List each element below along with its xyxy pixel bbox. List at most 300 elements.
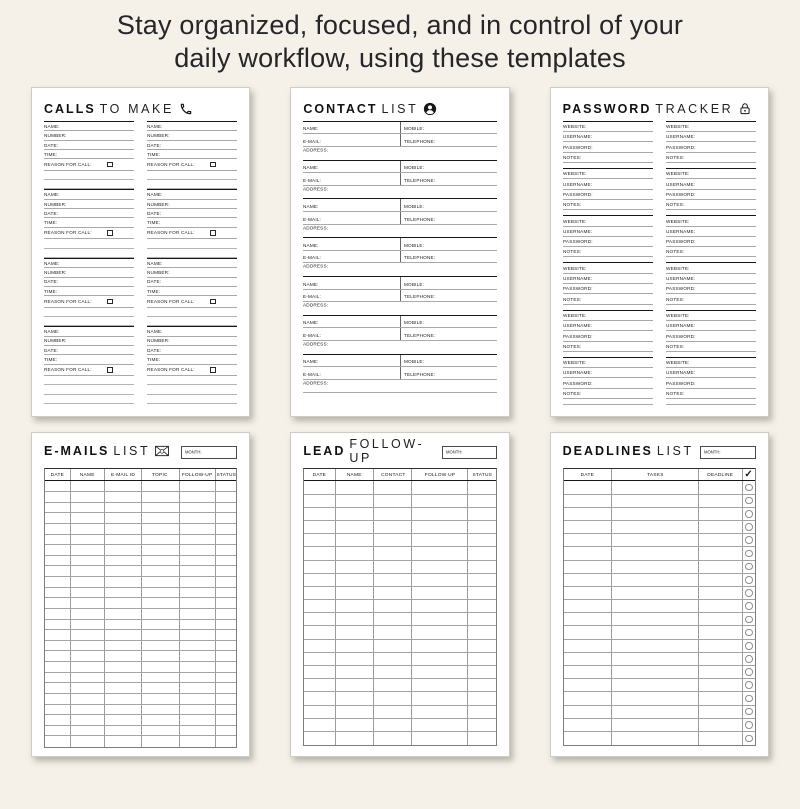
field-label: NUMBER: (147, 202, 170, 207)
write-line (44, 337, 134, 346)
reason-for-call-line (147, 228, 237, 240)
checkbox (107, 299, 113, 305)
table-cell (70, 630, 104, 640)
write-line (666, 122, 756, 132)
table-row (304, 732, 495, 745)
table-cell (45, 524, 70, 534)
table-cell (742, 600, 755, 612)
field-label: NAME: (303, 243, 319, 249)
table-cell (215, 726, 236, 736)
table-row (45, 736, 236, 747)
table-cell (45, 577, 70, 587)
field-label: NAME: (303, 127, 319, 132)
table-row (45, 588, 236, 599)
month-field (442, 446, 496, 459)
field-label: TASKS (646, 472, 664, 478)
table-cell (141, 598, 179, 608)
table-cell (411, 719, 466, 731)
write-line (666, 321, 756, 331)
table-cell (564, 547, 612, 559)
write-line (666, 247, 756, 257)
table-cell (215, 630, 236, 640)
table-cell (373, 653, 411, 665)
table-cell (467, 692, 496, 704)
field-label: MOBILE: (404, 165, 425, 171)
table-cell (373, 679, 411, 691)
write-line (44, 200, 134, 209)
table-cell (179, 609, 215, 619)
table-row (564, 692, 755, 705)
table-cell (45, 694, 70, 704)
table-cell (467, 653, 496, 665)
table-cell (698, 574, 742, 586)
call-entry-block (147, 326, 237, 376)
leads-title-light: FOLLOW-UP (349, 437, 425, 466)
field-label: DATE: (44, 348, 59, 354)
template-deadlines-list (550, 432, 769, 757)
table-cell (611, 521, 697, 533)
table-cell (411, 561, 466, 573)
table-cell (611, 547, 697, 559)
contact-entry-block (303, 276, 496, 315)
write-line (666, 227, 756, 237)
table-cell (335, 719, 373, 731)
table-cell (611, 574, 697, 586)
table-cell (611, 666, 697, 678)
password-entry-block (666, 215, 756, 257)
table-cell (215, 620, 236, 630)
template-lead-follow-up (290, 432, 509, 757)
table-cell (742, 508, 755, 520)
table-cell (742, 732, 755, 745)
write-line (44, 355, 134, 364)
month-field (181, 446, 237, 459)
write-line (563, 274, 653, 284)
field-label: E-MAIL ID (110, 472, 136, 478)
table-cell (373, 706, 411, 718)
write-line (563, 321, 653, 331)
write-line (666, 190, 756, 200)
table-cell (104, 545, 140, 555)
table-cell (179, 662, 215, 672)
calls-title-light: TO MAKE (99, 102, 174, 117)
calls-title-bold: CALLS (44, 102, 96, 117)
table-cell (304, 587, 335, 599)
table-cell (335, 666, 373, 678)
write-line (44, 278, 134, 287)
table-cell (104, 566, 140, 576)
field-label: WEBSITE: (665, 124, 690, 130)
blank-write-line (563, 404, 653, 405)
column-header (304, 469, 335, 481)
column-header (373, 469, 411, 481)
call-entry-block (147, 189, 237, 239)
write-line (147, 190, 237, 199)
write-line (44, 141, 134, 150)
write-line (147, 141, 237, 150)
field-label: PASSWORD: (562, 145, 593, 151)
table-cell (373, 666, 411, 678)
contact-cell (400, 122, 497, 134)
table-cell (467, 626, 496, 638)
password-entry-block (563, 357, 653, 399)
contact-address-row (303, 147, 496, 160)
table-row (45, 694, 236, 705)
blank-write-line (147, 180, 237, 189)
table-cell (45, 545, 70, 555)
table-cell (304, 574, 335, 586)
table-cell (45, 673, 70, 683)
table-cell (373, 495, 411, 507)
table-cell (104, 736, 140, 747)
field-label: NAME: (44, 124, 60, 130)
column-header (335, 469, 373, 481)
table-cell (742, 640, 755, 652)
table-cell (698, 640, 742, 652)
table-cell (564, 574, 612, 586)
table-cell (179, 566, 215, 576)
field-label: REASON FOR CALL: (147, 230, 195, 236)
page-title (0, 9, 800, 75)
table-cell (179, 545, 215, 555)
table-cell (141, 513, 179, 523)
password-entry-block (666, 310, 756, 352)
table-row (304, 626, 495, 639)
table-cell (141, 630, 179, 640)
field-label: NOTES: (665, 297, 685, 302)
write-line (44, 122, 134, 131)
column-header (698, 469, 742, 481)
table-row (304, 561, 495, 574)
table-cell (698, 706, 742, 718)
table-cell (698, 561, 742, 573)
table-cell (215, 694, 236, 704)
table-cell (104, 598, 140, 608)
field-label: USERNAME: (562, 371, 592, 376)
field-label: DATE: (44, 280, 59, 285)
table-cell (70, 641, 104, 651)
table-cell (141, 726, 179, 736)
table-cell (141, 535, 179, 545)
field-label: E-MAIL: (303, 372, 322, 378)
check-circle (745, 589, 753, 597)
table-cell (467, 679, 496, 691)
table-cell (335, 679, 373, 691)
table-row (45, 641, 236, 652)
table-row (45, 662, 236, 673)
field-label: WEBSITE: (562, 360, 587, 366)
table-cell (698, 508, 742, 520)
table-cell (141, 651, 179, 661)
field-label: DATE (580, 472, 595, 478)
table-cell (335, 600, 373, 612)
contact-cell (303, 251, 400, 263)
emails-table (44, 468, 237, 748)
field-label: E-MAIL: (303, 294, 322, 300)
table-cell (215, 556, 236, 566)
passwords-title-bold: PASSWORD (562, 102, 652, 117)
table-cell (141, 524, 179, 534)
table-cell (70, 694, 104, 704)
field-label: ADDRESS: (303, 187, 329, 192)
field-label: PASSWORD: (665, 145, 696, 151)
template-password-tracker (550, 87, 769, 417)
table-cell (467, 706, 496, 718)
table-cell (104, 524, 140, 534)
write-line (563, 169, 653, 179)
table-cell (564, 732, 612, 745)
write-line (563, 200, 653, 210)
table-row (564, 547, 755, 560)
envelope-icon (155, 444, 169, 458)
contact-cell (400, 328, 497, 340)
table-cell (141, 588, 179, 598)
table-row (45, 481, 236, 492)
table-cell (335, 692, 373, 704)
table-row (564, 534, 755, 547)
table-cell (742, 706, 755, 718)
check-circle (745, 721, 753, 729)
write-line (563, 358, 653, 368)
table-cell (411, 706, 466, 718)
table-row (45, 673, 236, 684)
table-cell (698, 613, 742, 625)
table-cell (698, 521, 742, 533)
table-row (45, 524, 236, 535)
table-row (45, 503, 236, 514)
table-cell (215, 609, 236, 619)
table-cell (742, 561, 755, 573)
table-cell (467, 495, 496, 507)
field-label: ✓ (744, 469, 754, 481)
table-cell (304, 495, 335, 507)
table-cell (564, 666, 612, 678)
field-label: NOTES: (665, 391, 685, 397)
table-cell (373, 574, 411, 586)
field-label: STATUS (216, 472, 237, 478)
table-cell (179, 524, 215, 534)
field-label: TIME: (147, 152, 161, 158)
table-cell (104, 481, 140, 491)
table-cell (45, 566, 70, 576)
write-line (563, 153, 653, 163)
blank-write-line (147, 385, 237, 394)
table-cell (70, 609, 104, 619)
table-cell (304, 653, 335, 665)
blank-write-line (147, 308, 237, 317)
field-label: DATE: (147, 143, 162, 148)
table-row (45, 566, 236, 577)
field-label: TELEPHONE: (404, 372, 436, 378)
write-line (666, 237, 756, 247)
write-line (666, 331, 756, 341)
table-cell (373, 732, 411, 745)
table-row (45, 630, 236, 641)
table-row (304, 679, 495, 692)
contact-row (303, 238, 496, 251)
table-cell (698, 732, 742, 745)
table-cell (335, 495, 373, 507)
field-label: REASON FOR CALL: (147, 367, 195, 373)
table-cell (215, 577, 236, 587)
table-cell (45, 556, 70, 566)
write-line (563, 227, 653, 237)
check-circle (745, 497, 753, 505)
contact-address-row (303, 380, 496, 393)
field-label: MOBILE: (404, 321, 425, 326)
table-cell (698, 481, 742, 493)
contact-row (303, 251, 496, 264)
write-line (147, 268, 237, 277)
table-cell (104, 726, 140, 736)
table-cell (70, 556, 104, 566)
check-circle (745, 708, 753, 716)
table-row (304, 508, 495, 521)
contact-row (303, 290, 496, 303)
table-cell (411, 732, 466, 745)
field-label: NUMBER: (147, 339, 170, 344)
field-label: TELEPHONE: (404, 256, 436, 261)
contact-cell (400, 277, 497, 289)
contacts-title-light: LIST (381, 102, 419, 117)
table-row (564, 481, 755, 494)
blank-write-line (147, 239, 237, 248)
blank-write-line (44, 395, 134, 404)
column-header (611, 469, 697, 481)
table-cell (564, 679, 612, 691)
table-row (304, 600, 495, 613)
field-label: USERNAME: (562, 323, 592, 329)
table-row (304, 692, 495, 705)
table-cell (104, 609, 140, 619)
table-row (564, 679, 755, 692)
table-cell (335, 481, 373, 493)
contact-entry-block (303, 237, 496, 276)
write-line (563, 263, 653, 273)
table-cell (467, 481, 496, 493)
table-cell (335, 547, 373, 559)
write-line (666, 200, 756, 210)
check-circle (745, 550, 753, 558)
table-cell (179, 481, 215, 491)
calls-header (44, 102, 237, 117)
table-row (564, 587, 755, 600)
contact-cell (400, 316, 497, 328)
check-circle (745, 484, 753, 492)
passwords-entry-area (563, 121, 756, 405)
table-cell (411, 495, 466, 507)
field-label: ADDRESS: (303, 264, 329, 270)
table-row (564, 600, 755, 613)
table-row (45, 513, 236, 524)
emails-header-row (44, 445, 237, 461)
deadlines-header (563, 444, 694, 459)
table-cell (373, 600, 411, 612)
table-header-row (564, 469, 755, 482)
table-cell (45, 662, 70, 672)
contact-entry-block (303, 121, 496, 160)
table-row (45, 705, 236, 716)
table-cell (70, 705, 104, 715)
write-line (147, 259, 237, 268)
field-label: E-MAIL: (303, 333, 322, 339)
table-cell (742, 613, 755, 625)
write-line (44, 131, 134, 140)
field-label: DATE: (147, 211, 162, 217)
reason-for-call-line (44, 296, 134, 308)
field-label: NOTES: (562, 297, 582, 302)
table-cell (411, 666, 466, 678)
table-cell (141, 673, 179, 683)
table-cell (141, 566, 179, 576)
table-row (45, 651, 236, 662)
write-line (147, 355, 237, 364)
table-cell (611, 600, 697, 612)
field-label: MOBILE: (404, 282, 425, 287)
field-label: TELEPHONE: (404, 217, 436, 222)
table-row (564, 495, 755, 508)
checkbox (210, 230, 216, 236)
field-label: NOTES: (665, 250, 685, 255)
table-row (45, 535, 236, 546)
blank-write-line (44, 317, 134, 326)
table-cell (411, 508, 466, 520)
field-label: USERNAME: (562, 182, 592, 187)
field-label: NAME (80, 472, 95, 478)
template-emails-list (31, 432, 250, 757)
field-label: E-MAIL: (303, 217, 322, 222)
field-label: WEBSITE: (562, 266, 587, 272)
emails-title-bold: E-MAILS (44, 444, 110, 459)
contact-cell (303, 355, 400, 367)
table-row (304, 521, 495, 534)
write-line (563, 237, 653, 247)
table-cell (304, 561, 335, 573)
blank-write-line (303, 392, 496, 393)
write-line (147, 278, 237, 287)
check-circle (745, 602, 753, 610)
table-cell (411, 640, 466, 652)
table-cell (467, 587, 496, 599)
contact-cell (400, 290, 497, 302)
field-label: USERNAME: (665, 276, 696, 282)
month-label: MONTH: (446, 450, 463, 455)
table-cell (411, 626, 466, 638)
table-cell (467, 547, 496, 559)
contact-cell (303, 134, 400, 146)
field-label: USERNAME: (562, 276, 592, 282)
field-label: NOTES: (562, 155, 582, 161)
table-cell (104, 535, 140, 545)
contact-row (303, 355, 496, 368)
table-cell (179, 683, 215, 693)
month-label: MONTH: (185, 450, 202, 455)
contact-row (303, 367, 496, 380)
table-cell (45, 641, 70, 651)
field-label: MOBILE: (404, 127, 425, 132)
passwords-column (666, 121, 756, 405)
table-cell (411, 653, 466, 665)
table-cell (45, 535, 70, 545)
field-label: PASSWORD: (665, 192, 696, 198)
table-cell (335, 561, 373, 573)
month-label: MONTH: (703, 450, 721, 455)
blank-write-line (147, 171, 237, 180)
templates-grid (0, 87, 800, 757)
field-label: ADDRESS: (303, 303, 329, 309)
table-cell (104, 715, 140, 725)
table-cell (70, 577, 104, 587)
